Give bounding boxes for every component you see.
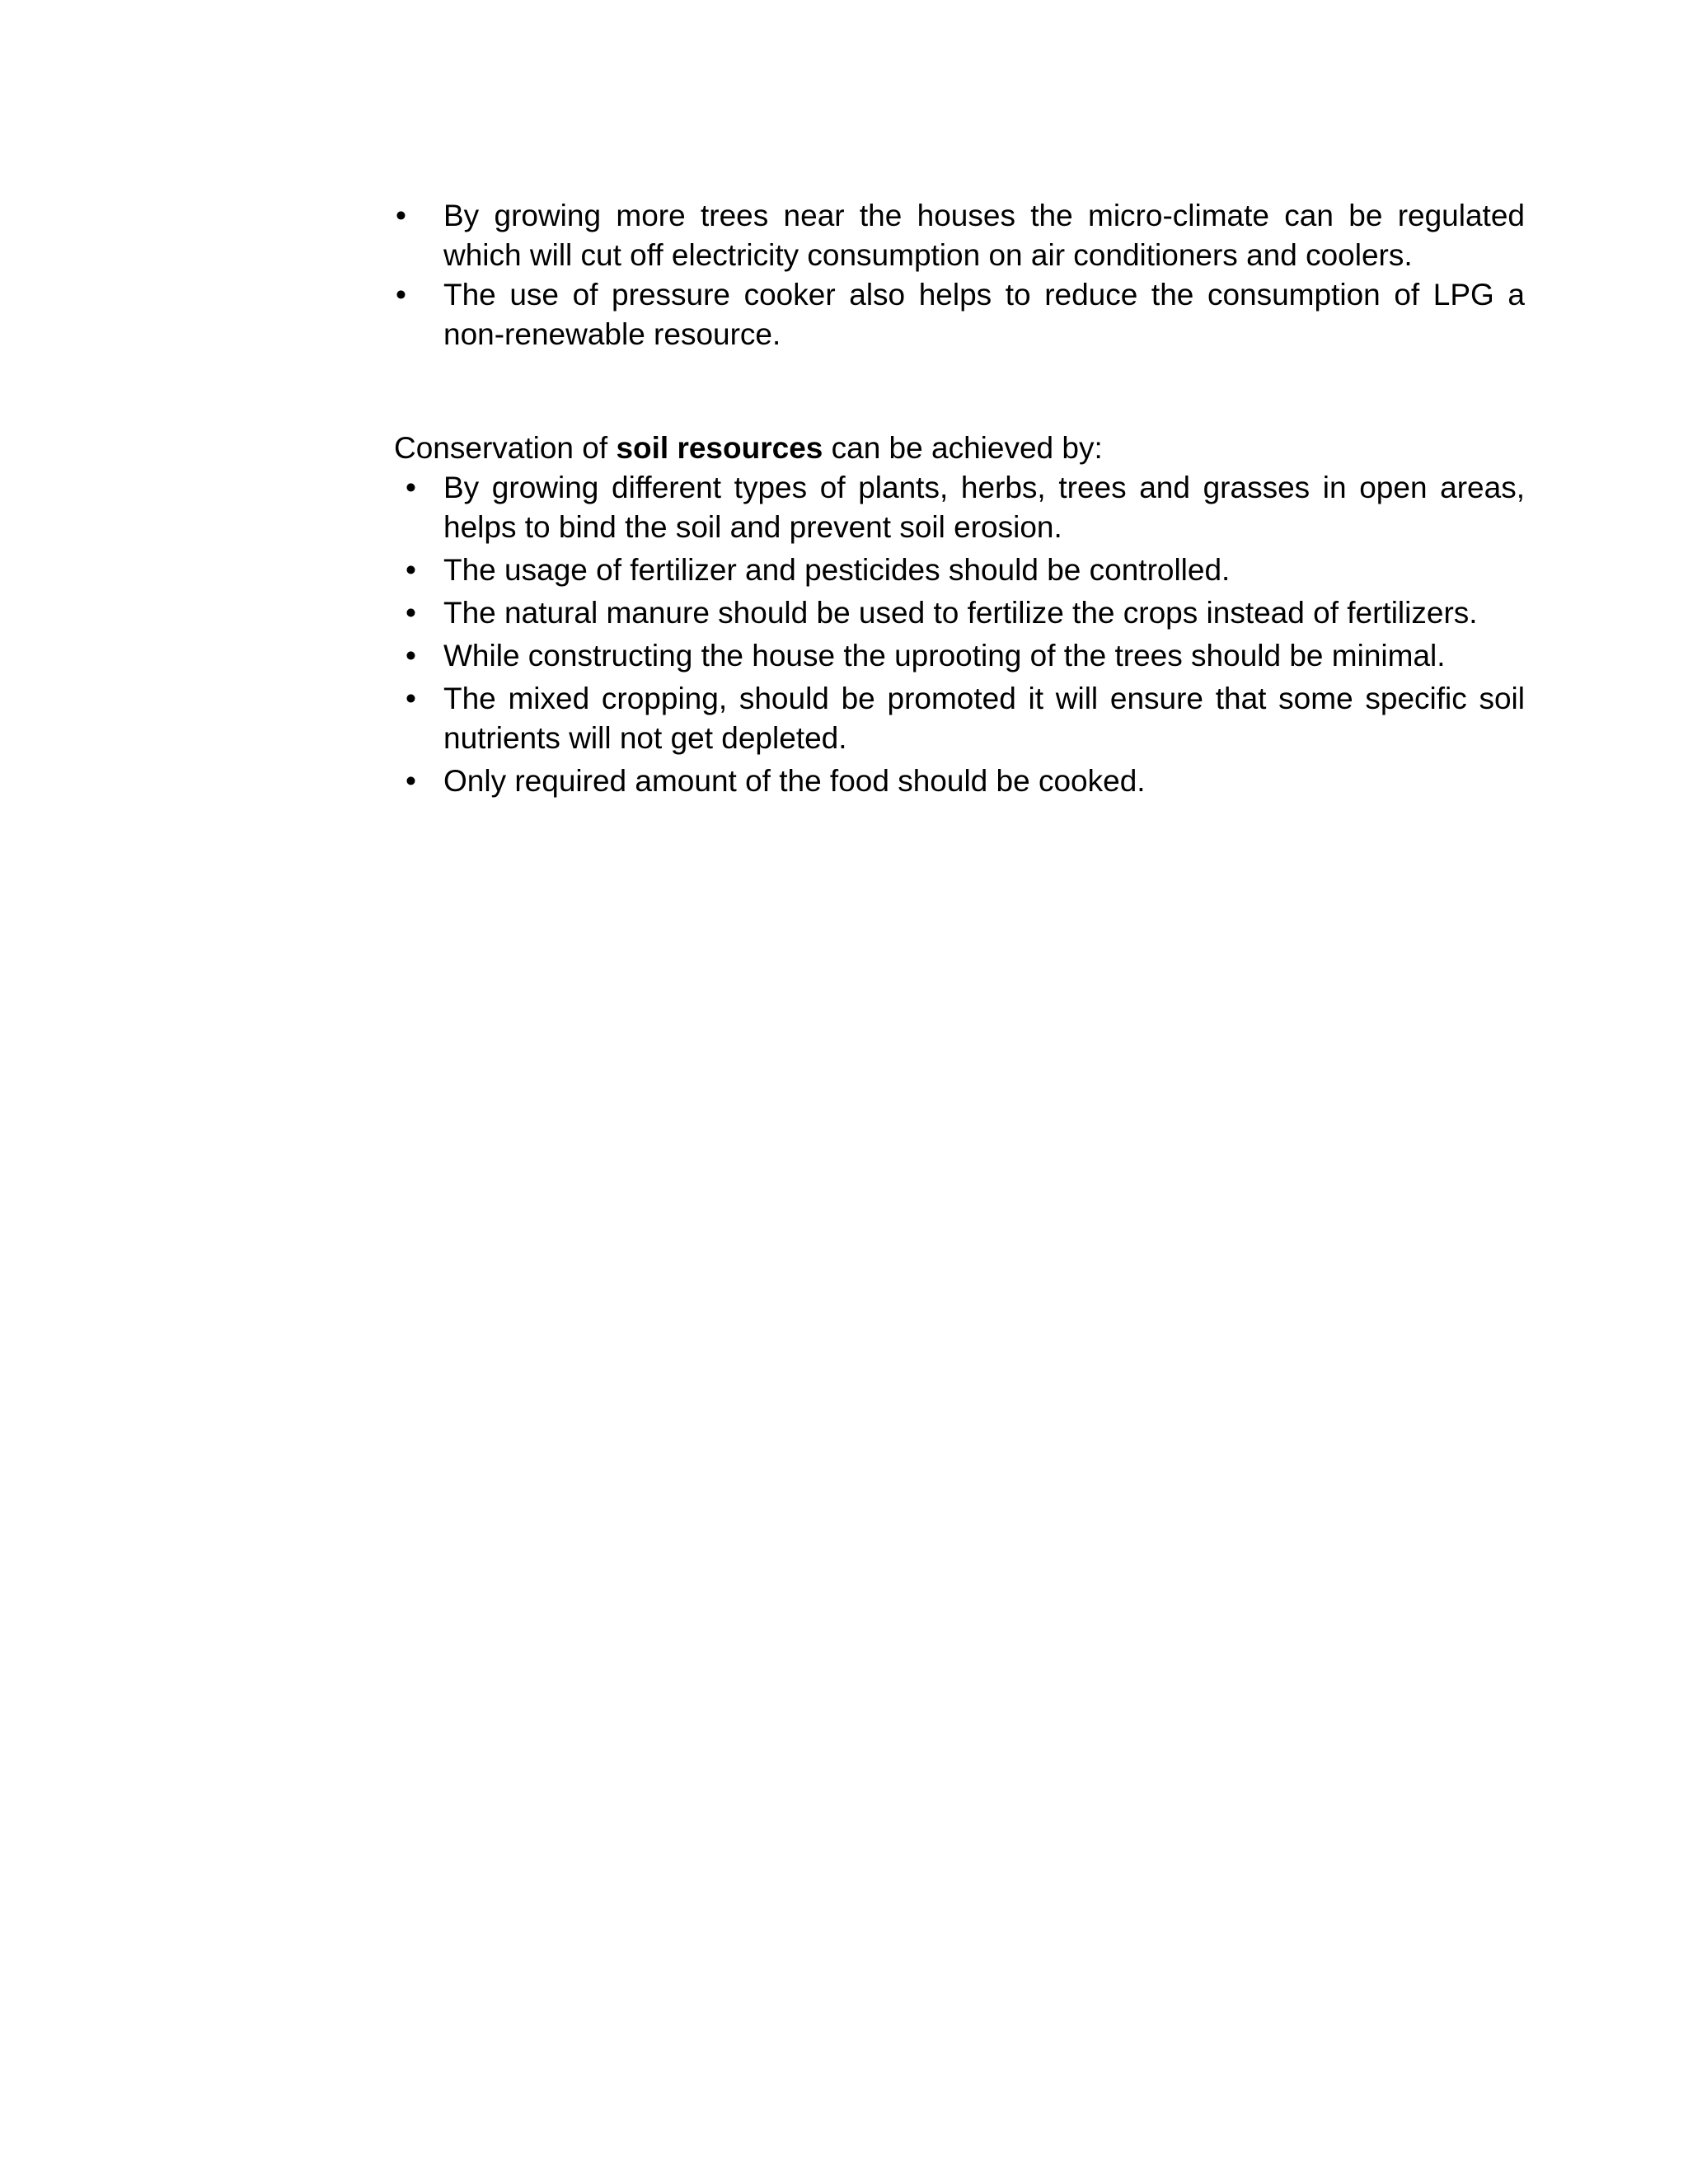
list-item-text: The mixed cropping, should be promoted it will ensure that some specific soil nutrients will not get depleted. (443, 682, 1525, 755)
list-item-text: By growing different types of plants, herbs, trees and grasses in open areas, helps to bind the soil and prevent soil erosion. (443, 471, 1525, 544)
list-item-text: The use of pressure cooker also helps to reduce the consumption of LPG a non-renewable resource. (443, 278, 1525, 351)
list-item-text: While constructing the house the uprooting of the trees should be minimal. (443, 639, 1446, 673)
bullet-icon: • (406, 471, 416, 504)
list-item (394, 636, 1525, 676)
list-item (394, 551, 1525, 590)
list-item (394, 196, 1525, 275)
list-item (394, 468, 1525, 547)
list-item (394, 593, 1525, 633)
soil-section-intro (394, 429, 1525, 468)
intro-bold-term: soil resources (616, 431, 823, 465)
intro-suffix: can be achieved by: (823, 431, 1103, 465)
bullet-icon: • (396, 278, 406, 312)
bullet-icon: • (396, 199, 406, 232)
bullet-icon: • (406, 764, 416, 798)
list-item-text: The natural manure should be used to fertilize the crops instead of fertilizers. (443, 596, 1478, 630)
page-content (394, 196, 1525, 804)
bullet-icon: • (406, 639, 416, 673)
bullet-icon: • (406, 682, 416, 715)
energy-conservation-list (394, 196, 1525, 354)
list-item (394, 275, 1525, 354)
list-item-text: Only required amount of the food should be cooked. (443, 764, 1146, 798)
soil-conservation-list (394, 468, 1525, 801)
intro-prefix: Conservation of (394, 431, 617, 465)
list-item (394, 679, 1525, 758)
bullet-icon: • (406, 553, 416, 587)
list-item-text: The usage of fertilizer and pesticides should be controlled. (443, 553, 1231, 587)
list-item (394, 762, 1525, 801)
bullet-icon: • (406, 596, 416, 630)
list-item-text: By growing more trees near the houses the micro-climate can be regulated which will cut off electricity consumption on air conditioners and coolers. (443, 199, 1525, 272)
